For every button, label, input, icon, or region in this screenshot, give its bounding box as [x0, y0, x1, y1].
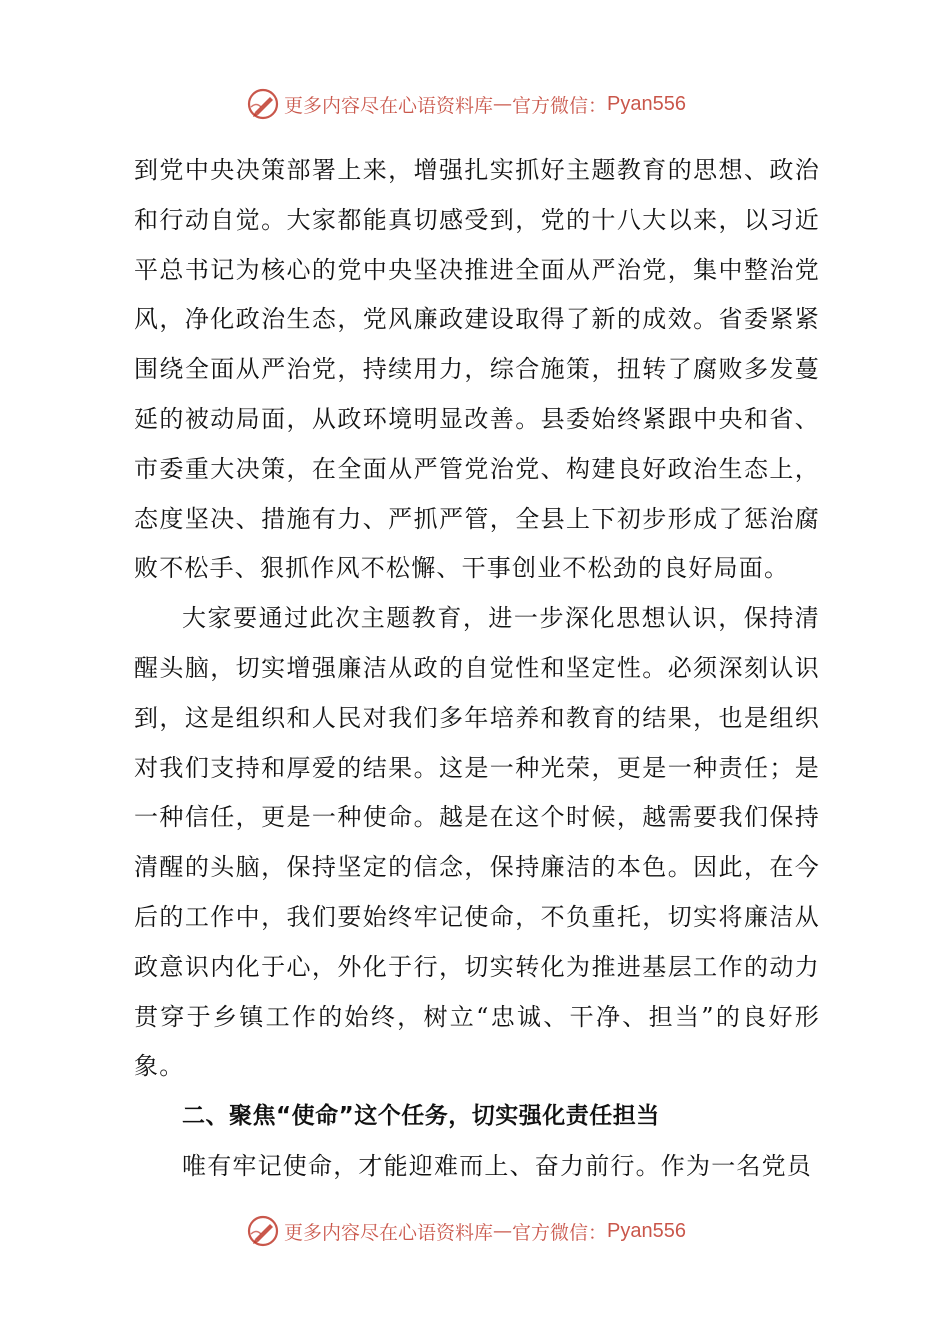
body-paragraph-1: 到党中央决策部署上来，增强扎实抓好主题教育的思想、政治和行动自觉。大家都能真切感受到，党的十八大以来，以习近平总书记为核心的党中央坚决推进全面从严治党，集中整治党风，净化政治生态，党风廉政建设取得了新的成效。省委紧紧围绕全面从严治党，持续用力，综合施策，扭转了腐败多发蔓延的被动局面，从政环境明显改善。县委始终紧跟中央和省、市委重大决策，在全面从严管党治党、构建良好政治生态上，态度坚决、措施有力、严抓严管，全县上下初步形成了惩治腐败不松手、狠抓作风不松懈、干事创业不松劲的良好局面。	[134, 156, 820, 583]
section-heading: 二、聚焦“使命”这个任务，切实强化责任担当	[182, 1103, 660, 1130]
watermark-account: Pyan556	[607, 1219, 686, 1242]
watermark-wechat-label: 官方微信：	[512, 94, 608, 117]
watermark-title: 更多内容尽在心语资料库	[284, 94, 494, 117]
watermark-dash: —	[493, 93, 513, 115]
watermark-wechat-label: 官方微信：	[512, 1221, 608, 1244]
watermark-account: Pyan556	[607, 92, 686, 115]
watermark-dash: —	[493, 1220, 513, 1242]
header-watermark	[0, 84, 950, 124]
watermark-title: 更多内容尽在心语资料库	[284, 1221, 494, 1244]
body-paragraph-3: 唯有牢记使命，才能迎难而上、奋力前行。作为一名党员	[182, 1151, 812, 1180]
pen-circle-logo-icon	[246, 87, 280, 121]
footer-watermark	[0, 1211, 950, 1251]
body-paragraph-2: 大家要通过此次主题教育，进一步深化思想认识，保持清醒头脑，切实增强廉洁从政的自觉性和坚定性。必须深刻认识到，这是组织和人民对我们多年培养和教育的结果，也是组织对我们支持和厚爱的结果。这是一种光荣，更是一种责任；是一种信任，更是一种使命。越是在这个时候，越需要我们保持清醒的头脑，保持坚定的信念，保持廉洁的本色。因此，在今后的工作中，我们要始终牢记使命，不负重托，切实将廉洁从政意识内化于心，外化于行，切实转化为推进基层工作的动力贯穿于乡镇工作的始终，树立“忠诚、干净、担当”的良好形象。	[134, 604, 820, 1081]
document-body	[134, 146, 820, 1192]
pen-circle-logo-icon	[246, 1214, 280, 1248]
